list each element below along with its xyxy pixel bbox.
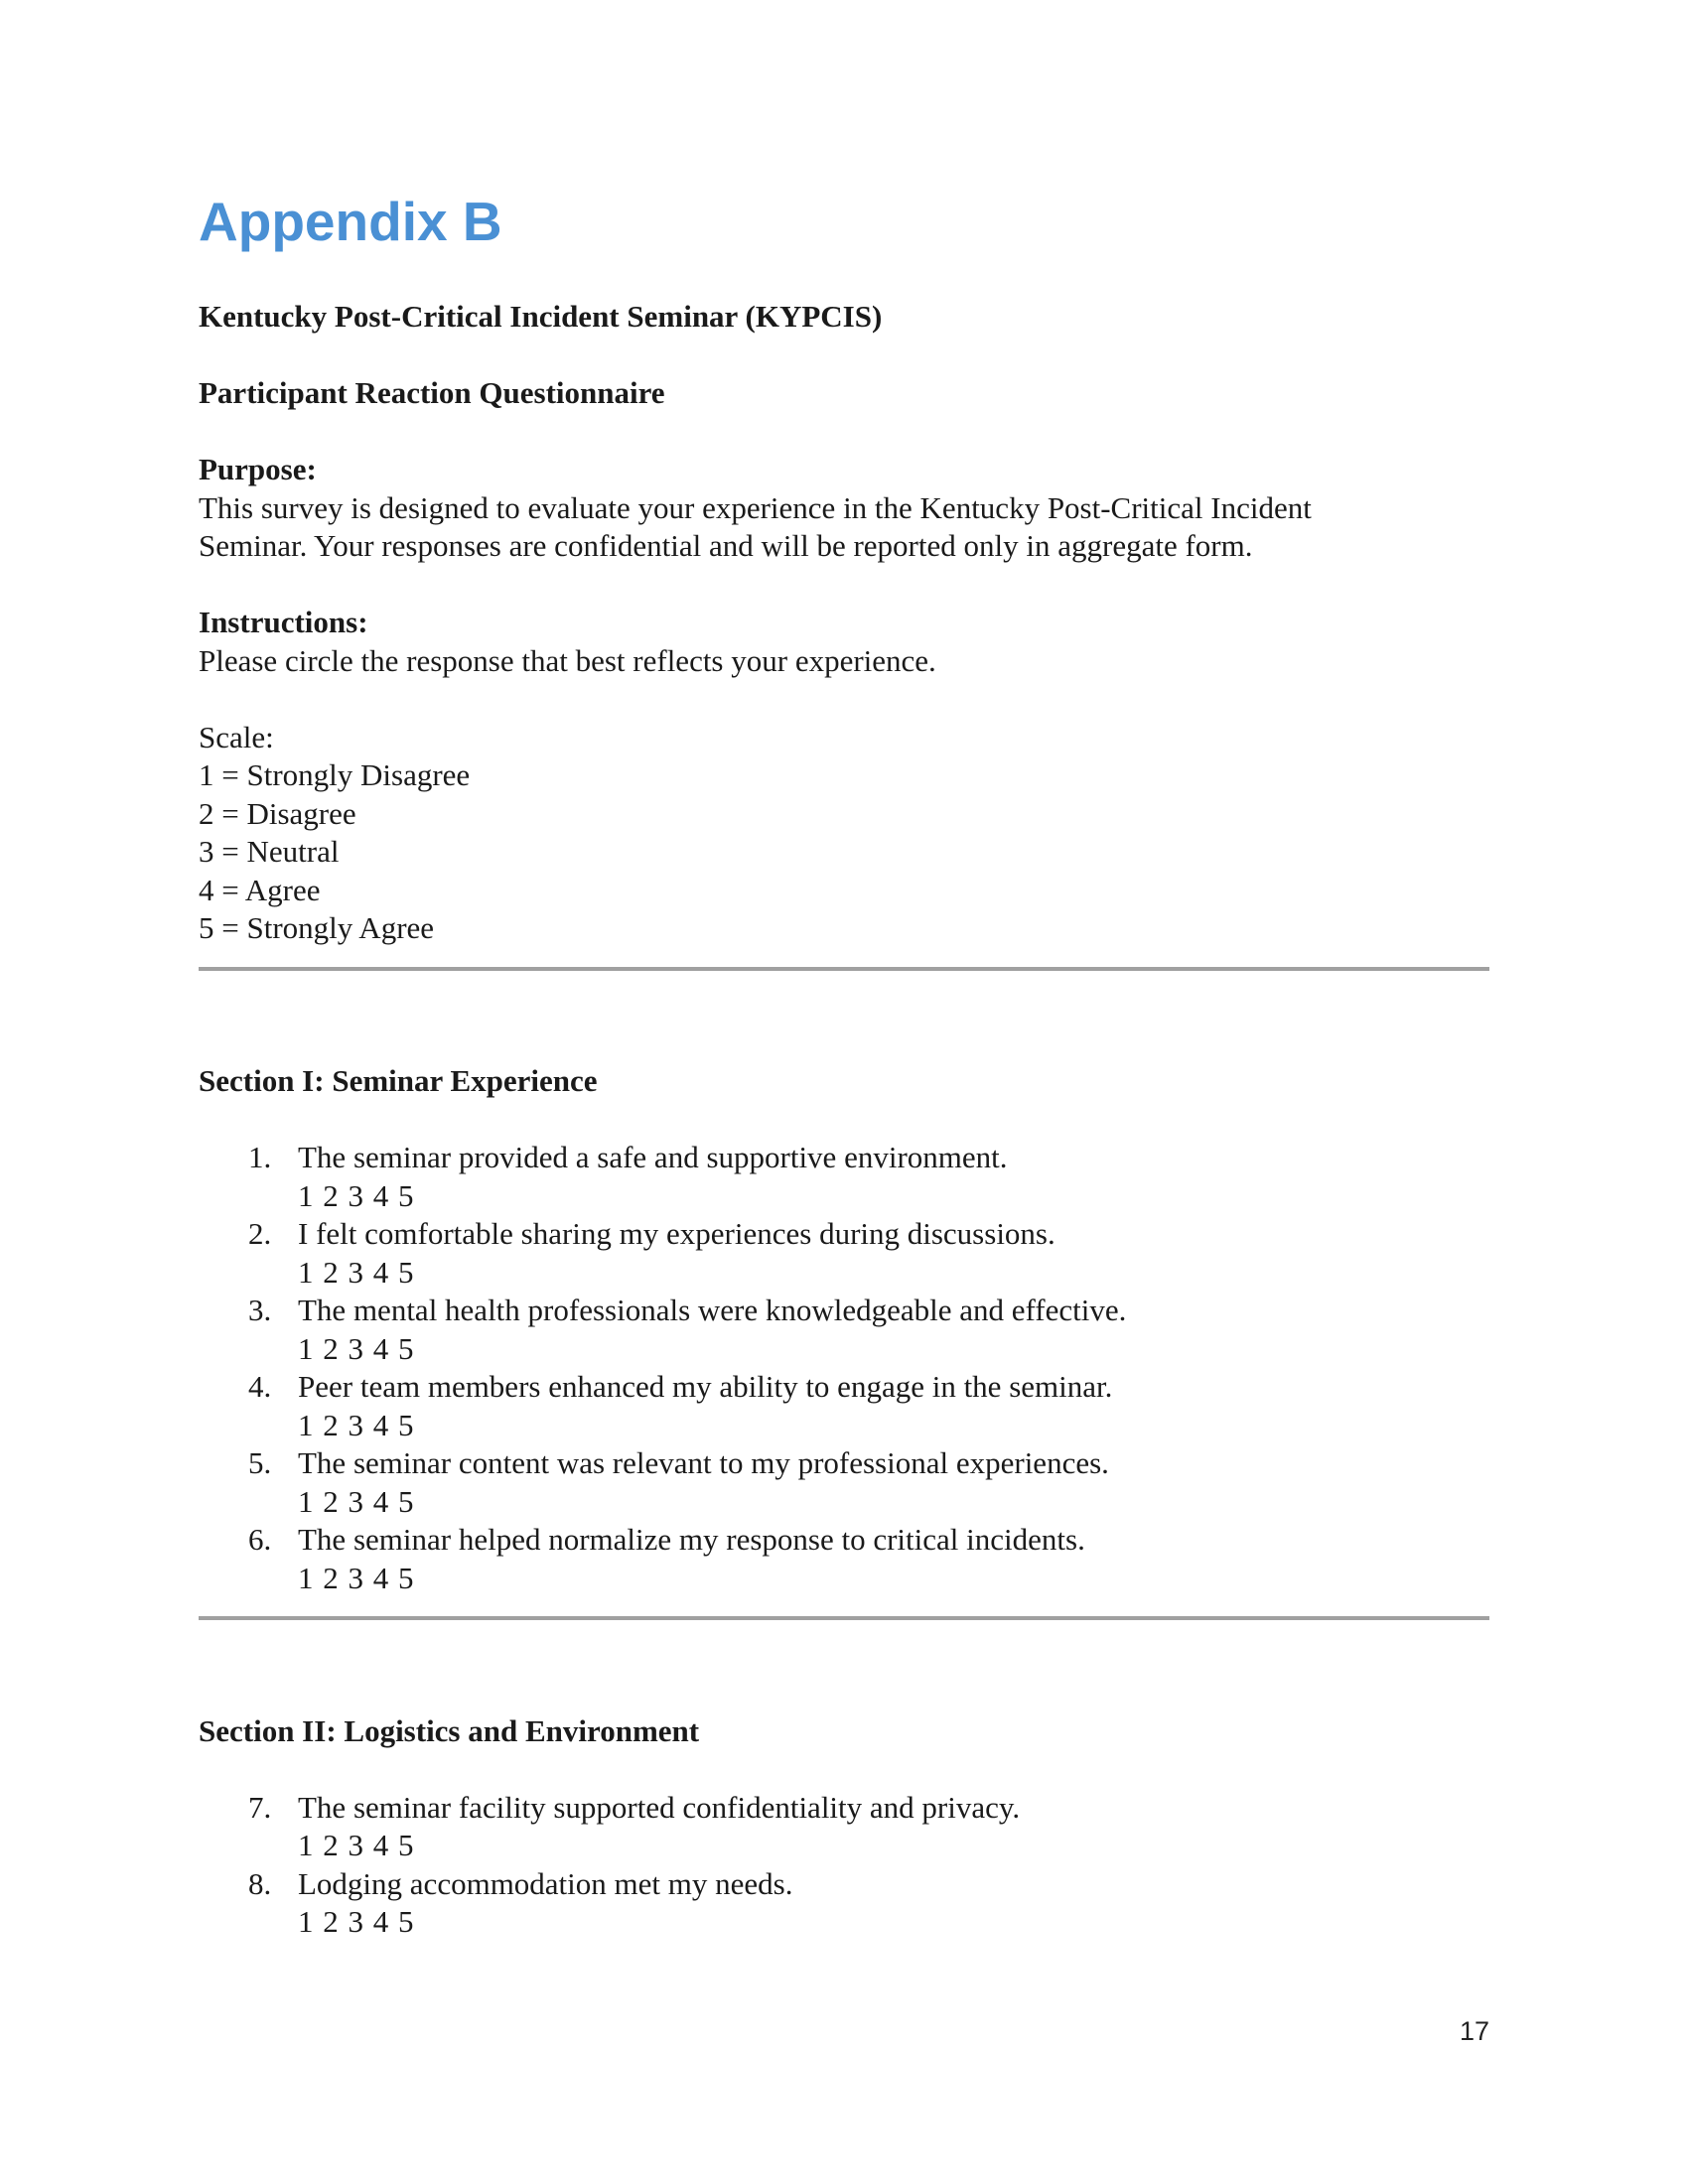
- question-item: [199, 1139, 1489, 1215]
- question-item: [199, 1215, 1489, 1292]
- question-number: 8.: [248, 1865, 272, 1901]
- purpose-text-line: This survey is designed to evaluate your experience in the Kentucky Post-Critical Incident: [199, 489, 1312, 525]
- question-number: 1.: [248, 1140, 272, 1174]
- section-seminar-experience: [199, 1062, 1489, 1597]
- purpose-block: [199, 451, 1489, 566]
- question-item: [199, 1789, 1489, 1865]
- rating-scale[interactable]: 1 2 3 4 5: [298, 1483, 415, 1519]
- question-item: [199, 1865, 1489, 1942]
- scale-item: 4 = Agree: [199, 872, 321, 907]
- rating-scale[interactable]: 1 2 3 4 5: [298, 1560, 415, 1595]
- question-text: Peer team members enhanced my ability to engage in the seminar.: [298, 1369, 1113, 1404]
- question-number: 7.: [248, 1789, 272, 1825]
- question-item: [199, 1368, 1489, 1444]
- purpose-text-line: Seminar. Your responses are confidential and will be reported only in aggregate form.: [199, 528, 1253, 563]
- document-body: [199, 298, 1489, 1942]
- question-text: The seminar provided a safe and supportive environment.: [298, 1140, 1008, 1174]
- question-text: The seminar content was relevant to my professional experiences.: [298, 1445, 1109, 1480]
- instructions-text: Please circle the response that best reflects your experience.: [199, 642, 936, 678]
- scale-item: 3 = Neutral: [199, 834, 340, 869]
- rating-scale[interactable]: 1 2 3 4 5: [298, 1330, 415, 1366]
- scale-legend: [199, 719, 1489, 948]
- question-list: [199, 1139, 1489, 1597]
- question-number: 2.: [248, 1216, 272, 1251]
- question-text: The seminar facility supported confidentiality and privacy.: [298, 1789, 1021, 1825]
- instructions-heading: Instructions:: [199, 605, 368, 639]
- questionnaire-title: Participant Reaction Questionnaire: [199, 375, 665, 410]
- question-number: 4.: [248, 1369, 272, 1404]
- rating-scale[interactable]: 1 2 3 4 5: [298, 1828, 415, 1862]
- section-divider: [199, 967, 1489, 971]
- seminar-title: Kentucky Post-Critical Incident Seminar (KYPCIS): [199, 299, 883, 334]
- question-number: 3.: [248, 1293, 272, 1327]
- page-number: 17: [1459, 2016, 1489, 2046]
- scale-heading: Scale:: [199, 719, 274, 754]
- rating-scale[interactable]: 1 2 3 4 5: [298, 1904, 415, 1939]
- rating-scale[interactable]: 1 2 3 4 5: [298, 1177, 415, 1213]
- scale-item: 2 = Disagree: [199, 795, 356, 831]
- purpose-heading: Purpose:: [199, 452, 317, 486]
- question-item: [199, 1444, 1489, 1521]
- instructions-block: [199, 604, 1489, 680]
- question-list: [199, 1789, 1489, 1942]
- rating-scale[interactable]: 1 2 3 4 5: [298, 1254, 415, 1290]
- appendix-title: Appendix B: [199, 191, 502, 252]
- document-page: [199, 0, 1489, 2184]
- question-text: Lodging accommodation met my needs.: [298, 1865, 793, 1901]
- question-item: [199, 1292, 1489, 1368]
- rating-scale[interactable]: 1 2 3 4 5: [298, 1407, 415, 1442]
- question-text: The seminar helped normalize my response to critical incidents.: [298, 1522, 1085, 1557]
- section-divider: [199, 1616, 1489, 1620]
- question-number: 6.: [248, 1522, 272, 1557]
- section-title: Section II: Logistics and Environment: [199, 1712, 700, 1748]
- scale-item: 1 = Strongly Disagree: [199, 757, 471, 792]
- question-item: [199, 1521, 1489, 1597]
- question-text: The mental health professionals were knowledgeable and effective.: [298, 1293, 1127, 1327]
- scale-item: 5 = Strongly Agree: [199, 910, 435, 945]
- section-title: Section I: Seminar Experience: [199, 1063, 598, 1098]
- section-logistics-environment: [199, 1712, 1489, 1942]
- question-number: 5.: [248, 1445, 272, 1480]
- question-text: I felt comfortable sharing my experiences during discussions.: [298, 1216, 1055, 1251]
